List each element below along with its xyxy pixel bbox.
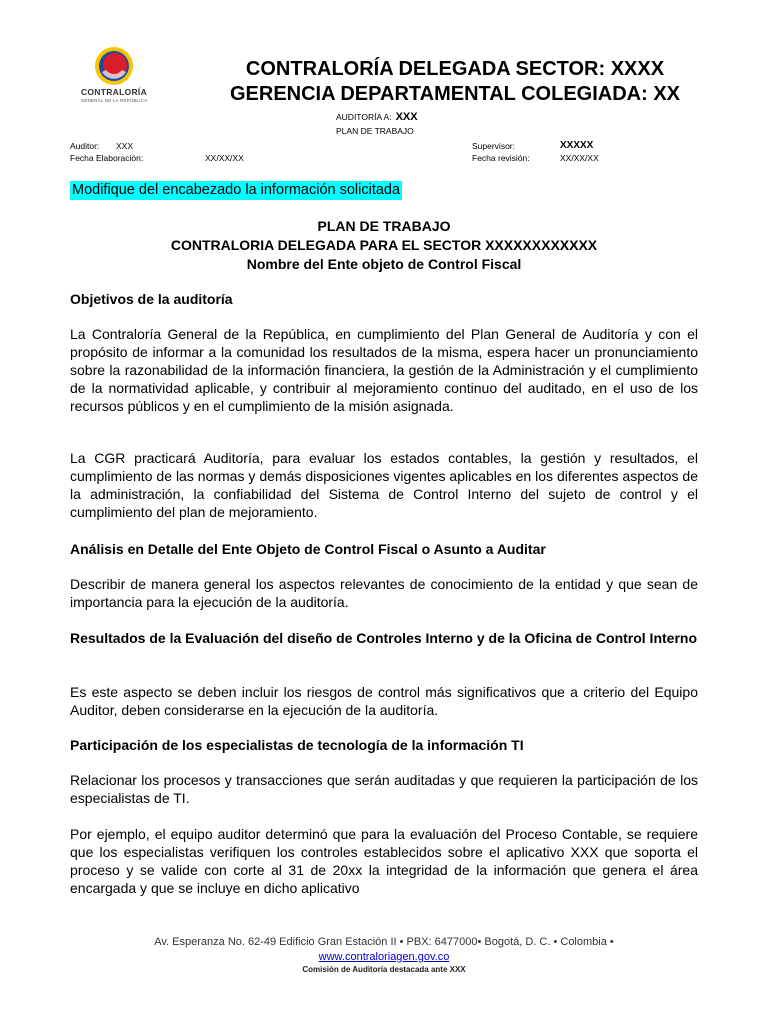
logo-subtitle: GENERAL DE LA REPÚBLICA bbox=[80, 98, 148, 103]
plan-label: PLAN DE TRABAJO bbox=[336, 126, 414, 136]
footer-commission: Comisión de Auditoría destacada ante XXX bbox=[302, 965, 466, 974]
auditor-label: Auditor: bbox=[70, 141, 100, 151]
objetivos-heading: Objetivos de la auditoría bbox=[70, 291, 233, 307]
auditoria-label: AUDITORÍA A: bbox=[336, 112, 392, 122]
auditoria-value: XXX bbox=[395, 111, 418, 123]
auditoria-line bbox=[336, 112, 418, 123]
footer-website-link[interactable]: www.contraloriagen.gov.co bbox=[318, 951, 450, 963]
highlight-note: Modifique del encabezado la información solicitada bbox=[72, 182, 401, 198]
analisis-paragraph: Describir de manera general los aspectos relevantes de conocimiento de la entidad y que sean de importancia para la ejecución de la auditoría. bbox=[70, 576, 698, 610]
objetivos-paragraph-2: La CGR practicará Auditoría, para evaluar los estados contables, la gestión y resultados, el cumplimiento de las normas y demás disposiciones vigentes aplicables en los diferentes aspectos de la administración, la confiabilidad del Sistema de Control Interno del sujeto de control y el cumplimiento del plan de mejoramiento. bbox=[70, 450, 698, 520]
auditor-value: XXX bbox=[116, 141, 134, 151]
doc-title-line2: CONTRALORIA DELEGADA PARA EL SECTOR XXXXXXXXXXXX bbox=[170, 237, 598, 253]
resultados-heading: Resultados de la Evaluación del diseño de Controles Interno y de la Oficina de Control Interno bbox=[70, 630, 697, 646]
analisis-heading: Análisis en Detalle del Ente Objeto de Control Fiscal o Asunto a Auditar bbox=[70, 541, 546, 557]
doc-title-line1: PLAN DE TRABAJO bbox=[317, 218, 451, 234]
fecha-elaboracion-value: XX/XX/XX bbox=[205, 153, 244, 163]
logo-emblem-icon bbox=[94, 46, 134, 86]
participacion-heading: Participación de los especialistas de tecnología de la información TI bbox=[70, 737, 524, 753]
participacion-paragraph-2: Por ejemplo, el equipo auditor determinó que para la evaluación del Proceso Contable, se requiere que los especialistas verifiquen los controles establecidos sobre el aplicativo XXX que soporta el proceso y se valide con corte al 31 de 20xx la integridad de la información que genera el área encargada y que se incluye en dicho aplicativo bbox=[70, 826, 698, 896]
fecha-revision-label: Fecha revisión: bbox=[472, 153, 530, 163]
fecha-elaboracion-label: Fecha Elaboración: bbox=[70, 153, 144, 163]
participacion-paragraph-1: Relacionar los procesos y transacciones que serán auditadas y que requieren la participación de los especialistas de TI. bbox=[70, 772, 698, 806]
fecha-revision-value: XX/XX/XX bbox=[560, 153, 599, 163]
supervisor-label: Supervisor: bbox=[472, 141, 515, 151]
resultados-paragraph: Es este aspecto se deben incluir los riesgos de control más significativos que a criterio del Equipo Auditor, deben considerarse en la ejecución de la auditoría. bbox=[70, 684, 698, 718]
header-title-line2: GERENCIA DEPARTAMENTAL COLEGIADA: XX bbox=[229, 83, 680, 105]
supervisor-value: XXXXX bbox=[560, 140, 594, 151]
objetivos-paragraph-1: La Contraloría General de la República, en cumplimiento del Plan General de Auditoría y con el propósito de informar a la comunidad los resultados de la misma, espera hacer un pronunciamiento sobre la razonabilidad de la información financiera, la gestión de la Administración y el cumplimiento de la normatividad aplicable, y contribuir al mejoramiento continuo del auditado, en el uso de los recursos públicos y en el cumplimiento de la misión asignada. bbox=[70, 326, 698, 414]
contraloria-logo bbox=[74, 46, 154, 106]
doc-title-line3: Nombre del Ente objeto de Control Fiscal bbox=[246, 256, 522, 272]
logo-name: CONTRALORÍA bbox=[80, 87, 148, 97]
header-title-line1: CONTRALORÍA DELEGADA SECTOR: XXXX bbox=[245, 58, 665, 80]
footer-address: Av. Esperanza No. 62-49 Edificio Gran Estación II • PBX: 6477000• Bogotá, D. C. • Colombia • bbox=[154, 936, 614, 948]
